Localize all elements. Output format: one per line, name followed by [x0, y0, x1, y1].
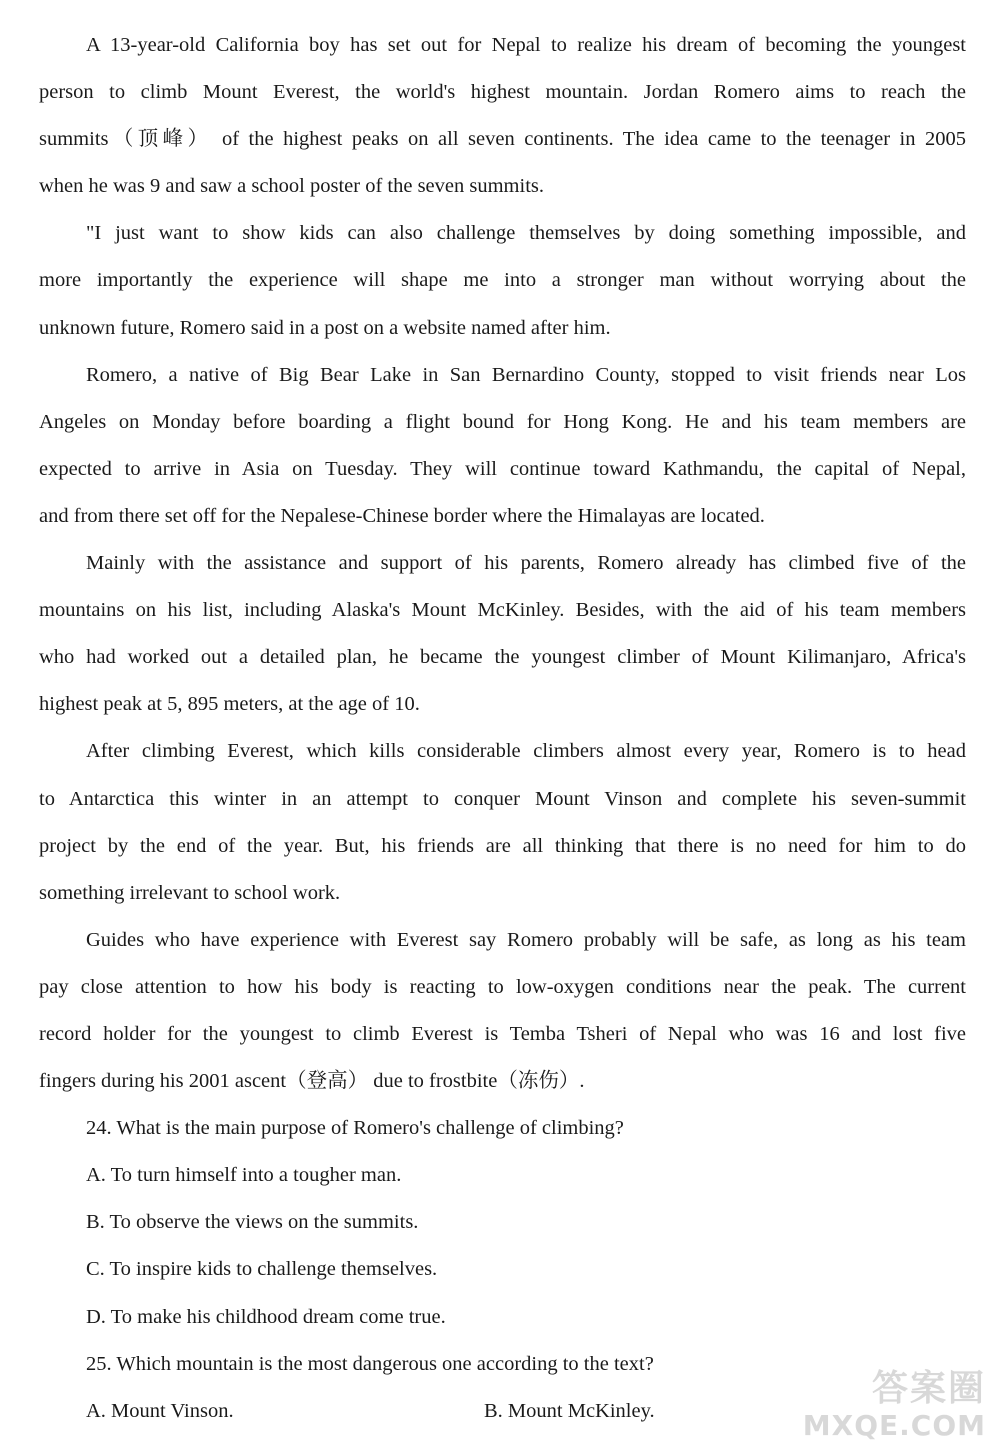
text-line: "I just want to show kids can also challenge themselves by doing something impossible, and — [86, 222, 966, 245]
watermark-bottom-text: MXQE.COM — [802, 1409, 986, 1442]
text-line: more importantly the experience will shape me into a stronger man without worrying about the — [39, 269, 966, 292]
text-line: After climbing Everest, which kills considerable climbers almost every year, Romero is to head — [86, 740, 966, 763]
text-line: pay close attention to how his body is reacting to low-oxygen conditions near the peak. The current — [39, 975, 966, 998]
option-a: A. To turn himself into a tougher man. — [86, 1164, 402, 1187]
question-stem: 25. Which mountain is the most dangerous one according to the text? — [86, 1352, 654, 1375]
watermark-top-text: 答案圈 — [871, 1368, 986, 1409]
text-line: unknown future, Romero said in a post on a website named after him. — [39, 316, 611, 339]
text-line: expected to arrive in Asia on Tuesday. They will continue toward Kathmandu, the capital of Nepal, — [39, 457, 966, 480]
text-line: record holder for the youngest to climb Everest is Temba Tsheri of Nepal who was 16 and lost five — [39, 1022, 966, 1045]
passage-paragraph — [39, 917, 966, 1105]
text-line: highest peak at 5, 895 meters, at the age of 10. — [39, 693, 420, 716]
option-row — [39, 1388, 966, 1435]
passage-paragraph — [39, 210, 966, 351]
option-d: D. To make his childhood dream come true. — [86, 1305, 446, 1328]
text-line: summits（顶峰） of the highest peaks on all seven continents. The idea came to the teenager in 2005 — [39, 128, 966, 151]
option-b: B. To observe the views on the summits. — [86, 1211, 419, 1234]
text-line: Romero, a native of Big Bear Lake in San Bernardino County, stopped to visit friends near Los — [86, 363, 966, 386]
text-line: to Antarctica this winter in an attempt to conquer Mount Vinson and complete his seven-summit — [39, 787, 966, 810]
text-line: project by the end of the year. But, his friends are all thinking that there is no need for him to do — [39, 834, 966, 857]
passage-paragraph — [39, 728, 966, 916]
text-line: Guides who have experience with Everest say Romero probably will be safe, as long as his team — [86, 928, 966, 951]
option-a: A. Mount Vinson. — [86, 1399, 234, 1422]
text-line: who had worked out a detailed plan, he became the youngest climber of Mount Kilimanjaro, Africa's — [39, 646, 966, 669]
passage-paragraph — [39, 540, 966, 728]
text-line: when he was 9 and saw a school poster of the seven summits. — [39, 175, 544, 198]
text-line: mountains on his list, including Alaska's Mount McKinley. Besides, with the aid of his team members — [39, 599, 966, 622]
question-24 — [39, 1105, 966, 1340]
text-line: something irrelevant to school work. — [39, 881, 341, 904]
text-line: Angeles on Monday before boarding a flight bound for Hong Kong. He and his team members are — [39, 410, 966, 433]
exam-page — [39, 22, 966, 1435]
question-stem: 24. What is the main purpose of Romero's challenge of climbing? — [86, 1117, 624, 1140]
option-c: C. To inspire kids to challenge themselves. — [86, 1258, 438, 1281]
passage-paragraph — [39, 22, 966, 210]
question-25 — [39, 1341, 966, 1435]
text-line: fingers during his 2001 ascent（登高） due to frostbite（冻伤）. — [39, 1070, 585, 1093]
text-line: and from there set off for the Nepalese-Chinese border where the Himalayas are located. — [39, 504, 765, 527]
passage-paragraph — [39, 352, 966, 540]
option-b: B. Mount McKinley. — [484, 1399, 655, 1422]
text-line: A 13-year-old California boy has set out for Nepal to realize his dream of becoming the youngest — [86, 34, 966, 56]
text-line: person to climb Mount Everest, the world's highest mountain. Jordan Romero aims to reach the — [39, 81, 966, 104]
text-line: Mainly with the assistance and support of his parents, Romero already has climbed five of the — [86, 552, 966, 575]
